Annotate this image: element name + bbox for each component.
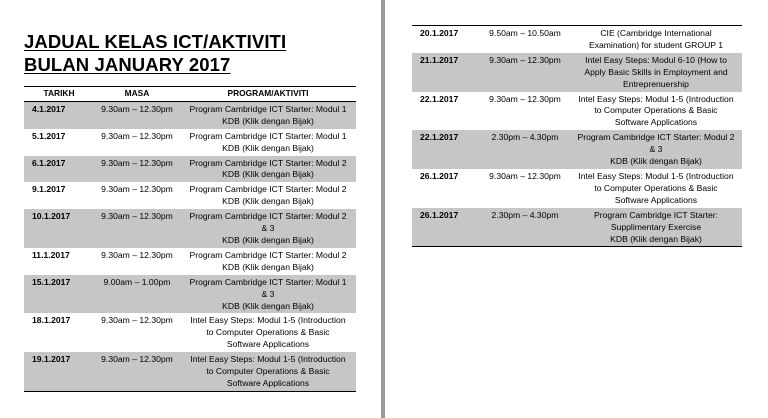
row-time: 9.30am – 12.30pm bbox=[94, 248, 180, 275]
table-row bbox=[412, 130, 742, 169]
row-time: 9.30am – 12.30pm bbox=[94, 352, 180, 391]
program-line: Supplimentary Exercise bbox=[610, 221, 702, 232]
page-right bbox=[385, 0, 768, 418]
table-header-row bbox=[24, 87, 356, 102]
program-line: Software Applications bbox=[226, 377, 310, 388]
schedule-body-left bbox=[24, 101, 356, 391]
program-line: to Computer Operations & Basic bbox=[206, 366, 330, 377]
program-line: to Computer Operations & Basic bbox=[206, 327, 330, 338]
program-line: Program Cambridge ICT Starter: Modul 2 bbox=[189, 157, 347, 168]
program-line: KDB (Klik dengan Bijak) bbox=[222, 300, 314, 311]
row-program bbox=[180, 313, 356, 352]
program-line: & 3 bbox=[261, 288, 275, 299]
table-row bbox=[24, 248, 356, 275]
row-date: 26.1.2017 bbox=[412, 169, 480, 208]
program-line: & 3 bbox=[649, 144, 663, 155]
row-date: 20.1.2017 bbox=[412, 26, 480, 53]
program-line: & 3 bbox=[261, 223, 275, 234]
row-date: 19.1.2017 bbox=[24, 352, 94, 391]
row-program bbox=[570, 130, 742, 169]
program-line: Program Cambridge ICT Starter: Modul 2 bbox=[189, 249, 347, 260]
row-date: 22.1.2017 bbox=[412, 130, 480, 169]
row-date: 5.1.2017 bbox=[24, 129, 94, 156]
row-time: 9.00am – 1.00pm bbox=[94, 275, 180, 314]
row-program bbox=[570, 26, 742, 53]
program-line: KDB (Klik dengan Bijak) bbox=[222, 196, 314, 207]
program-line: Apply Basic Skills in Employment and bbox=[584, 66, 728, 77]
title-line-2: BULAN JANUARY 2017 bbox=[24, 54, 231, 75]
row-program bbox=[570, 53, 742, 92]
schedule-table-left bbox=[24, 86, 356, 392]
row-time: 2.30pm – 4.30pm bbox=[480, 130, 570, 169]
program-line: Intel Easy Steps: Modul 1-5 (Introduction bbox=[190, 354, 346, 365]
row-date: 11.1.2017 bbox=[24, 248, 94, 275]
table-row bbox=[412, 169, 742, 208]
schedule-body-right bbox=[412, 26, 742, 247]
program-line: Intel Easy Steps: Modul 6-10 (How to bbox=[585, 54, 727, 65]
program-line: Examination) for student GROUP 1 bbox=[588, 39, 724, 50]
row-date: 9.1.2017 bbox=[24, 182, 94, 209]
program-line: to Computer Operations & Basic bbox=[594, 105, 718, 116]
program-line: Intel Easy Steps: Modul 1-5 (Introduction bbox=[578, 93, 734, 104]
program-line: Entreprenuership bbox=[623, 78, 689, 89]
row-date: 6.1.2017 bbox=[24, 156, 94, 183]
row-program bbox=[180, 248, 356, 275]
row-program bbox=[180, 182, 356, 209]
table-row bbox=[24, 209, 356, 248]
program-line: KDB (Klik dengan Bijak) bbox=[610, 233, 702, 244]
table-row bbox=[24, 156, 356, 183]
row-date: 21.1.2017 bbox=[412, 53, 480, 92]
row-time: 9.30am – 12.30pm bbox=[94, 313, 180, 352]
table-row bbox=[412, 208, 742, 247]
row-time: 9.30am – 12.30pm bbox=[480, 92, 570, 131]
row-date: 18.1.2017 bbox=[24, 313, 94, 352]
program-line: KDB (Klik dengan Bijak) bbox=[222, 261, 314, 272]
row-date: 10.1.2017 bbox=[24, 209, 94, 248]
program-line: Program Cambridge ICT Starter: bbox=[593, 209, 718, 220]
program-line: Program Cambridge ICT Starter: Modul 2 bbox=[577, 132, 735, 143]
row-time: 9.30am – 12.30pm bbox=[94, 156, 180, 183]
page-title bbox=[24, 30, 286, 76]
row-time: 9.30am – 12.30pm bbox=[480, 53, 570, 92]
page-left bbox=[0, 0, 381, 418]
row-program bbox=[180, 101, 356, 128]
program-line: KDB (Klik dengan Bijak) bbox=[222, 142, 314, 153]
program-line: KDB (Klik dengan Bijak) bbox=[222, 169, 314, 180]
row-date: 4.1.2017 bbox=[24, 101, 94, 128]
program-line: to Computer Operations & Basic bbox=[594, 182, 718, 193]
table-row bbox=[412, 53, 742, 92]
program-line: Program Cambridge ICT Starter: Modul 1 bbox=[189, 103, 347, 114]
header-time: MASA bbox=[94, 87, 180, 102]
row-date: 26.1.2017 bbox=[412, 208, 480, 247]
title-line-1: JADUAL KELAS ICT/AKTIVITI bbox=[24, 31, 287, 52]
table-row bbox=[24, 313, 356, 352]
program-line: Program Cambridge ICT Starter: Modul 1 bbox=[189, 276, 347, 287]
program-line: Program Cambridge ICT Starter: Modul 1 bbox=[189, 130, 347, 141]
header-date: TARIKH bbox=[24, 87, 94, 102]
program-line: Program Cambridge ICT Starter: Modul 2 bbox=[189, 211, 347, 222]
program-line: KDB (Klik dengan Bijak) bbox=[222, 115, 314, 126]
program-line: KDB (Klik dengan Bijak) bbox=[222, 234, 314, 245]
row-time: 9.30am – 12.30pm bbox=[94, 209, 180, 248]
row-program bbox=[570, 92, 742, 131]
row-program bbox=[180, 209, 356, 248]
row-time: 9.30am – 12.30pm bbox=[480, 169, 570, 208]
program-line: Software Applications bbox=[614, 117, 698, 128]
row-time: 2.30pm – 4.30pm bbox=[480, 208, 570, 247]
program-line: CIE (Cambridge International bbox=[600, 28, 712, 38]
row-date: 22.1.2017 bbox=[412, 92, 480, 131]
table-row bbox=[24, 101, 356, 128]
program-line: Program Cambridge ICT Starter: Modul 2 bbox=[189, 184, 347, 195]
row-time: 9.30am – 12.30pm bbox=[94, 129, 180, 156]
row-program bbox=[570, 169, 742, 208]
row-program bbox=[180, 129, 356, 156]
table-row bbox=[412, 26, 742, 53]
table-row bbox=[24, 352, 356, 391]
header-program: PROGRAM/AKTIVITI bbox=[180, 87, 356, 102]
program-line: Intel Easy Steps: Modul 1-5 (Introduction bbox=[578, 170, 734, 181]
program-line: Intel Easy Steps: Modul 1-5 (Introduction bbox=[190, 315, 346, 326]
table-row bbox=[24, 129, 356, 156]
row-time: 9.50am – 10.50am bbox=[480, 26, 570, 53]
program-line: Software Applications bbox=[226, 339, 310, 350]
program-line: Software Applications bbox=[614, 194, 698, 205]
row-program bbox=[180, 352, 356, 391]
row-program bbox=[570, 208, 742, 247]
row-date: 15.1.2017 bbox=[24, 275, 94, 314]
table-row bbox=[412, 92, 742, 131]
row-time: 9.30am – 12.30pm bbox=[94, 182, 180, 209]
program-line: KDB (Klik dengan Bijak) bbox=[610, 156, 702, 167]
table-row bbox=[24, 182, 356, 209]
row-program bbox=[180, 156, 356, 183]
schedule-table-right bbox=[412, 25, 742, 247]
table-row bbox=[24, 275, 356, 314]
row-program bbox=[180, 275, 356, 314]
row-time: 9.30am – 12.30pm bbox=[94, 101, 180, 128]
